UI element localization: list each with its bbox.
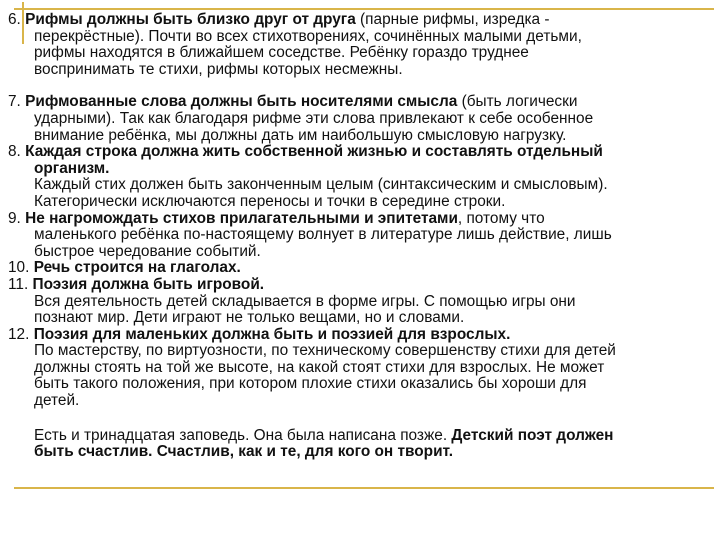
list-item-10 bbox=[8, 260, 704, 277]
item-number: 8. bbox=[8, 143, 21, 161]
closing-text: Есть и тринадцатая заповедь. Она была написана позже. bbox=[34, 426, 452, 444]
item-heading: Поэзия должна быть игровой. bbox=[32, 275, 265, 293]
item-number: 10. bbox=[8, 259, 30, 277]
closing-paragraph bbox=[8, 428, 704, 461]
closing-emphasis: Детский поэт должен bbox=[451, 426, 614, 444]
item-text: быстрое чередование событий. bbox=[34, 242, 261, 260]
item-text: внимание ребёнка, мы должны дать им наибольшую смысловую нагрузку. bbox=[34, 126, 567, 144]
item-text: , потому что bbox=[457, 209, 545, 227]
list-item-9 bbox=[8, 211, 704, 261]
item-heading: Рифмы должны быть близко друг от друга bbox=[25, 11, 356, 28]
item-text: познают мир. Дети играют не только вещами, но и словами. bbox=[34, 309, 465, 327]
item-text: рифмы находятся в ближайшем соседстве. Ребёнку гораздо труднее bbox=[34, 44, 529, 62]
list-item-12 bbox=[8, 327, 704, 410]
list-item-8 bbox=[8, 144, 704, 210]
item-number: 6. bbox=[8, 11, 21, 28]
list-item-7 bbox=[8, 94, 704, 144]
item-number: 11. bbox=[8, 275, 29, 293]
item-text: Каждый стих должен быть законченным целым (синтаксическим и смысловым). bbox=[34, 176, 608, 194]
item-text: (быть логически bbox=[457, 93, 578, 111]
item-text: (парные рифмы, изредка - bbox=[355, 11, 550, 28]
item-text: Категорически исключаются переносы и точки в середине строки. bbox=[34, 192, 506, 210]
item-text: ударными). Так как благодаря рифме эти слова привлекают к себе особенное bbox=[34, 109, 594, 127]
item-heading: Рифмованные слова должны быть носителями смысла bbox=[25, 93, 458, 111]
item-text: должны стоять на той же высоте, на какой стоят стихи для взрослых. Не может bbox=[34, 358, 605, 376]
item-heading: Речь строится на глаголах. bbox=[33, 259, 241, 277]
item-heading: Поэзия для маленьких должна быть и поэзией для взрослых. bbox=[33, 325, 511, 343]
list-item-11 bbox=[8, 277, 704, 327]
list-item-6 bbox=[8, 12, 704, 78]
item-heading-continuation: организм. bbox=[34, 159, 110, 177]
item-text: воспринимать те стихи, рифмы которых несмежны. bbox=[34, 60, 403, 78]
item-text: перекрёстные). Почти во всех стихотворениях, сочинённых малыми детьми, bbox=[34, 27, 582, 45]
item-text: По мастерству, по виртуозности, по техническому совершенству стихи для детей bbox=[34, 342, 616, 360]
item-text: маленького ребёнка по-настоящему волнует в литературе лишь действие, лишь bbox=[34, 226, 612, 244]
item-number: 7. bbox=[8, 93, 21, 111]
commandments-list bbox=[8, 12, 704, 461]
top-rule bbox=[14, 8, 714, 10]
item-heading: Не нагромождать стихов прилагательными и эпитетами bbox=[25, 209, 458, 227]
item-text: детей. bbox=[34, 392, 80, 410]
item-heading: Каждая строка должна жить собственной жизнью и составлять отдельный bbox=[25, 143, 603, 161]
item-text: Вся деятельность детей складывается в форме игры. С помощью игры они bbox=[34, 292, 576, 310]
bottom-rule bbox=[14, 487, 714, 489]
item-text: быть такого положения, при котором плохие стихи оказались бы хороши для bbox=[34, 375, 587, 393]
item-number: 12. bbox=[8, 325, 30, 343]
item-number: 9. bbox=[8, 209, 21, 227]
closing-emphasis: быть счастлив. Счастлив, как и те, для кого он творит. bbox=[34, 443, 453, 461]
